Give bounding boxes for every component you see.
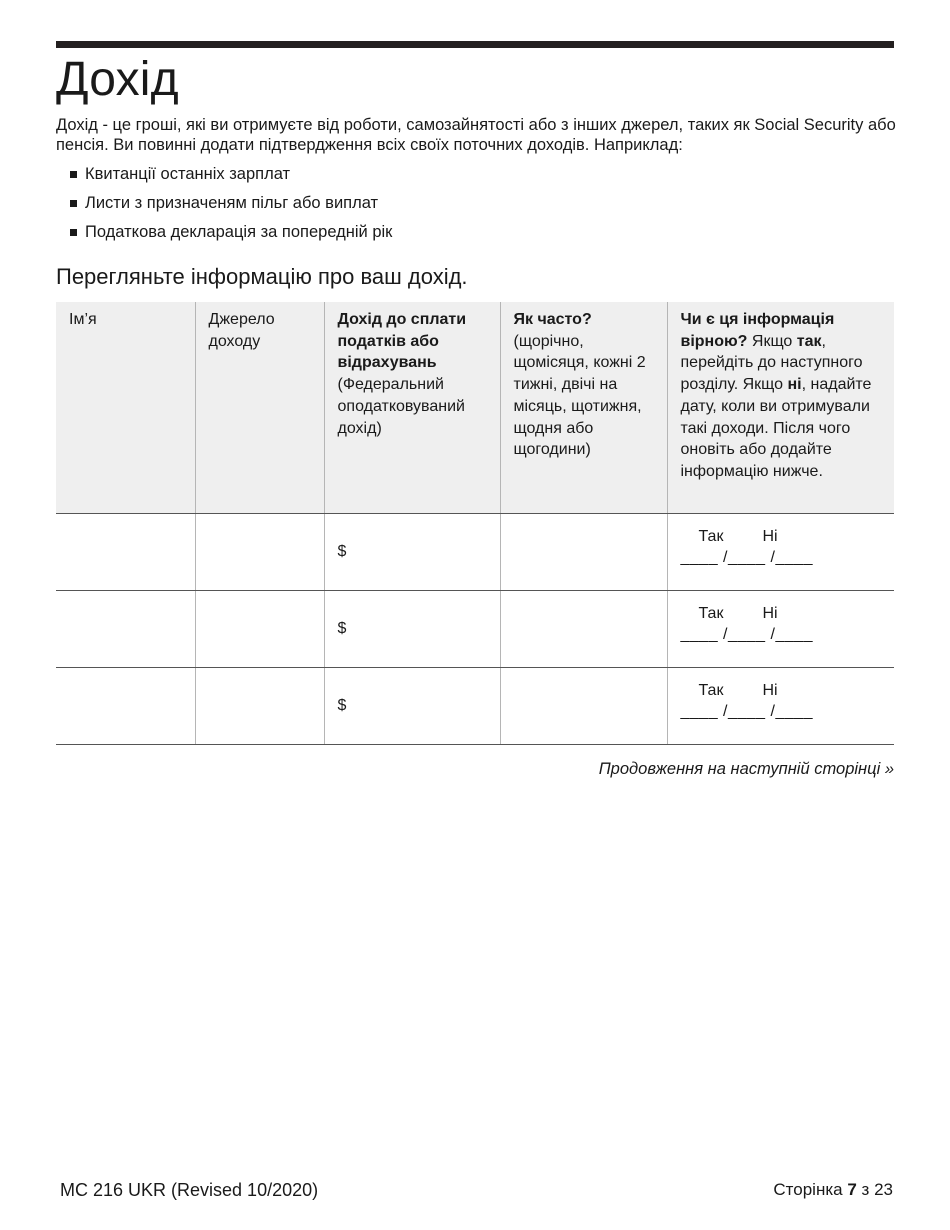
source-cell[interactable] [195,590,324,667]
table-row [56,590,894,667]
source-cell[interactable] [195,513,324,590]
name-cell[interactable] [56,590,195,667]
header-frequency: Як часто? (щорічно, щомісяця, кожні 2 тижні, двічі на місяць, щотижня, щодня або щогодини) [500,302,667,513]
source-cell[interactable] [195,667,324,744]
list-item: Податкова декларація за попередній рік [70,221,392,250]
header-pretax-income: Дохід до сплати податків або відрахувань (Федеральний оподатковуваний дохід) [324,302,500,513]
bullet-square-icon [70,229,77,236]
no-option[interactable]: Ні [762,604,778,622]
yes-option[interactable]: Так [698,604,724,622]
header-correct: Чи є ця інформація вірною? Якщо так, перейдіть до наступного розділу. Якщо ні, надайте дату, коли ви отримували такі доходи. Після чого оновіть або додайте інформацію нижче. [667,302,894,513]
yes-option[interactable]: Так [698,527,724,545]
form-id: MC 216 UKR (Revised 10/2020) [60,1180,319,1200]
frequency-cell[interactable] [500,667,667,744]
date-field[interactable]: ____ /____ /____ [680,548,814,566]
header-name: Ім’я [56,302,195,513]
bullet-square-icon [70,200,77,207]
name-cell[interactable] [56,513,195,590]
correct-cell [667,667,894,744]
yes-option[interactable]: Так [698,681,724,699]
page-title: Дохід [56,53,179,106]
table-row [56,513,894,590]
amount-cell[interactable]: $ [324,513,500,590]
list-item: Квитанції останніх зарплат [70,163,392,192]
page-number: Сторінка 7 з 23 [773,1180,893,1199]
continue-note: Продовження на наступній сторінці » [598,760,894,778]
amount-cell[interactable]: $ [324,590,500,667]
section-title: Перегляньте інформацію про ваш дохід. [56,264,468,289]
intro-text: Дохід - це гроші, які ви отримуєте від роботи, самозайнятості або з інших джерел, таких як Social Security або пенсія. Ви повинні додати підтвердження всіх своїх поточних доходів. Наприклад: [56,116,896,154]
correct-cell [667,513,894,590]
income-table [56,302,894,745]
frequency-cell[interactable] [500,513,667,590]
bullet-square-icon [70,171,77,178]
date-field[interactable]: ____ /____ /____ [680,625,814,643]
frequency-cell[interactable] [500,590,667,667]
examples-list [70,163,392,250]
no-option[interactable]: Ні [762,527,778,545]
table-header-row [56,302,894,513]
date-field[interactable]: ____ /____ /____ [680,702,814,720]
table-row [56,667,894,744]
amount-cell[interactable]: $ [324,667,500,744]
top-rule [56,41,894,48]
header-source: Джерело доходу [195,302,324,513]
name-cell[interactable] [56,667,195,744]
no-option[interactable]: Ні [762,681,778,699]
correct-cell [667,590,894,667]
list-item: Листи з призначеням пільг або виплат [70,192,392,221]
